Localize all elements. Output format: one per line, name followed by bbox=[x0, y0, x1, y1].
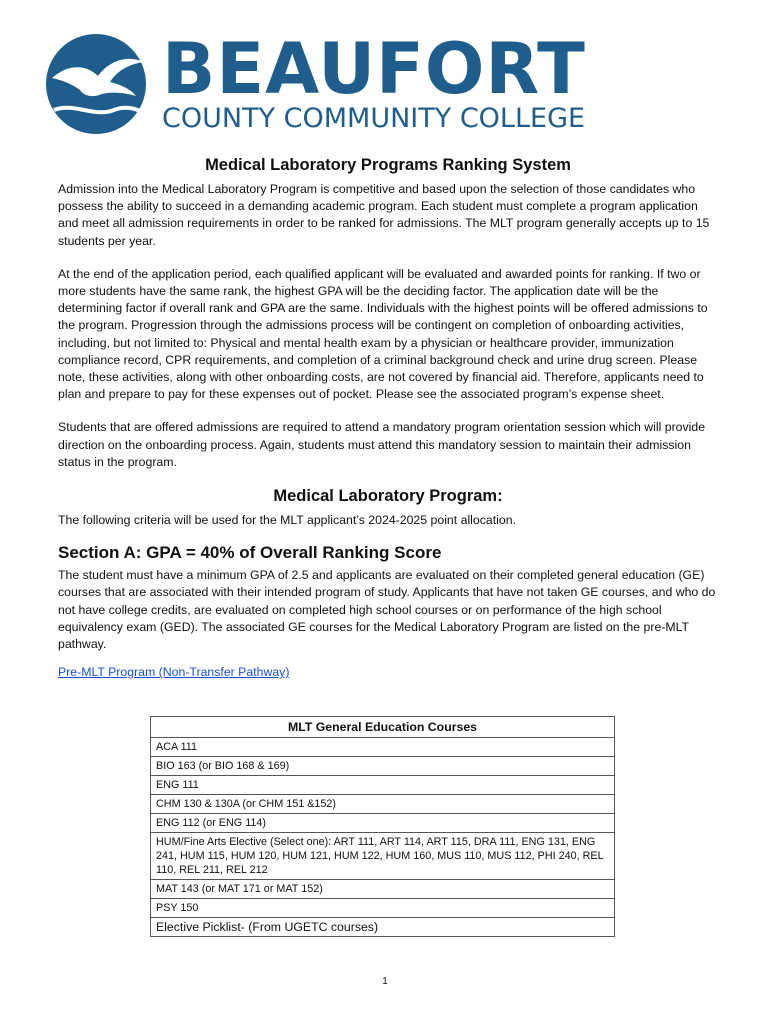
college-header bbox=[44, 28, 644, 142]
document-body bbox=[58, 156, 718, 699]
table-row bbox=[151, 814, 615, 833]
course-cell: ACA 111 bbox=[151, 738, 615, 757]
table-row bbox=[151, 776, 615, 795]
table-row bbox=[151, 880, 615, 899]
course-cell: ENG 111 bbox=[151, 776, 615, 795]
table-row bbox=[151, 757, 615, 776]
college-name: BEAUFORT bbox=[162, 28, 586, 110]
orientation-paragraph: Students that are offered admissions are required to attend a mandatory program orientation session which will provide direction on the onboarding process. Again, students must attend this mandatory session to maintain their admission status in the program. bbox=[58, 420, 706, 469]
college-subtitle: COUNTY COMMUNITY COLLEGE bbox=[162, 103, 586, 134]
table-row bbox=[151, 795, 615, 814]
pre-mlt-program-link[interactable]: Pre-MLT Program (Non-Transfer Pathway) bbox=[58, 665, 290, 680]
table-row bbox=[151, 918, 615, 937]
table-header: MLT General Education Courses bbox=[151, 717, 615, 738]
table-row bbox=[151, 899, 615, 918]
course-cell: ENG 112 (or ENG 114) bbox=[151, 814, 615, 833]
section-a-heading: Section A: GPA = 40% of Overall Ranking Score bbox=[58, 543, 442, 563]
program-intro: The following criteria will be used for the MLT applicant’s 2024-2025 point allocation. bbox=[58, 513, 516, 528]
page-number: 1 bbox=[382, 976, 388, 987]
section-a-text: The student must have a minimum GPA of 2.5 and applicants are evaluated on their completed general education (GE) courses that are associated with their intended program of study. Applicants that have not taken GE courses, and who do not have college credits, are evaluated on completed high school courses or on performance of the high school equivalency exam (GED). The associated GE courses for the Medical Laboratory Program are listed on the pre-MLT pathway. bbox=[58, 568, 716, 652]
table-row bbox=[151, 738, 615, 757]
course-cell: PSY 150 bbox=[151, 899, 615, 918]
course-cell: BIO 163 (or BIO 168 & 169) bbox=[151, 757, 615, 776]
ge-courses-table bbox=[150, 716, 615, 937]
course-cell: Elective Picklist- (From UGETC courses) bbox=[151, 918, 615, 937]
course-cell: MAT 143 (or MAT 171 or MAT 152) bbox=[151, 880, 615, 899]
ranking-paragraph: At the end of the application period, each qualified applicant will be evaluated and awarded points for ranking. If two or more students have the same rank, the highest GPA will be the deciding factor. The application date will be the determining factor if overall rank and GPA are the same. Individuals with the highest points will be offered admissions to the program. Progression through the admissions process will be contingent on completion of onboarding activities, including, but not limited to: Physical and mental health exam by a physician or healthcare provider, immunization compliance record, CPR requirements, and completion of a criminal background check and urine drug screen. Please note, these activities, along with other onboarding costs, are not covered by financial aid. Therefore, applicants need to plan and prepare to pay for these expenses out of pocket. Please see the associated program’s expense sheet. bbox=[58, 266, 708, 402]
intro-paragraph: Admission into the Medical Laboratory Program is competitive and based upon the selection of those candidates who possess the ability to succeed in a demanding academic program. Each student must complete a program application and meet all admission requirements in order to be ranked for admissions. The MLT program generally accepts up to 15 students per year. bbox=[58, 182, 710, 248]
page-title: Medical Laboratory Programs Ranking System bbox=[205, 156, 571, 174]
course-cell: HUM/Fine Arts Elective (Select one): ART 111, ART 114, ART 115, DRA 111, ENG 131, ENG 241, HUM 115, HUM 120, HUM 121, HUM 122, HUM 160, MUS 110, MUS 112, PHI 240, REL 110, REL 211, REL 212 bbox=[151, 833, 615, 880]
table-row bbox=[151, 833, 615, 880]
program-heading: Medical Laboratory Program: bbox=[273, 487, 503, 506]
course-cell: CHM 130 & 130A (or CHM 151 &152) bbox=[151, 795, 615, 814]
pelican-logo-icon bbox=[44, 32, 148, 136]
